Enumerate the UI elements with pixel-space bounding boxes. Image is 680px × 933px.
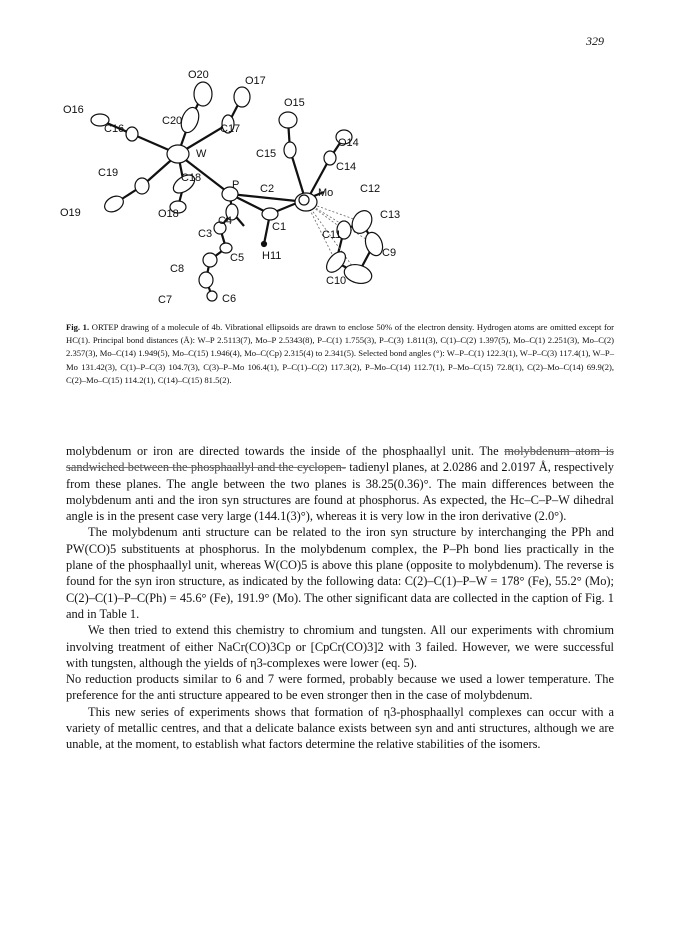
- paragraph-2: The molybdenum anti structure can be related to the iron syn structure by interchanging the PPh and PW(CO)5 substituents at phosphorus. In the molybdenum complex, the P–Ph bond lies practically in the plane of the phosphaallyl unit, whereas W(CO)5 is above this plane (opposite to molybdenum). The reverse is found for the syn iron structure, as indicated by the following data: C(2)–C(1)–P–W = 178° (Fe), 55.2° (Mo); C(2)–C(1)–P–C(Ph) = 45.6° (Fe), 191.9° (Mo). The other significant data are collected in the caption of Fig. 1 and in Table 1.: [66, 525, 614, 621]
- label-P: P: [232, 179, 240, 191]
- caption-label: Fig. 1.: [66, 322, 90, 332]
- label-O20: O20: [188, 69, 209, 81]
- label-C7: C7: [158, 294, 173, 306]
- label-Mo: Mo: [318, 187, 334, 199]
- paragraph-3: We then tried to extend this chemistry to chromium and tungsten. All our experiments with chromium involving treatment of either NaCr(CO)3Cp or [CpCr(CO)3]2 with 3 failed. However, we were successful with tungsten, although the yields of η3-complexes were lower (eq. 5).: [66, 623, 614, 670]
- label-C19: C19: [98, 167, 119, 179]
- label-C8: C8: [170, 263, 185, 275]
- label-C11: C11: [322, 229, 342, 241]
- label-O19: O19: [60, 207, 81, 219]
- label-C17: C17: [220, 123, 241, 135]
- label-C10: C10: [326, 275, 347, 287]
- label-C12: C12: [360, 183, 381, 195]
- label-O18: O18: [158, 208, 179, 220]
- label-C2: C2: [260, 183, 275, 195]
- body-text: [66, 443, 614, 753]
- paragraph-1-part-b: tadienyl planes, at 2.0286 and 2.0197 Å, respectively from these planes. The angle between the two planes is 38.25(0.36)°. The main differences between the molybdenum anti and the iron syn structures are found at phosphorus. As expected, the Hc–C–P–W dihedral angle is in the present case very large (144.1(3)°), whereas it is very low in the iron derivative (2.0°).: [66, 460, 614, 524]
- label-W: W: [196, 148, 207, 160]
- ortep-figure: [60, 62, 470, 332]
- label-C3: C3: [198, 228, 213, 240]
- paragraph-1: [66, 443, 614, 524]
- paragraph-4: No reduction products similar to 6 and 7 were formed, probably because we used a lower temperature. The preference for the anti structure appeared to be even stronger then in the case of molybdenum.: [66, 672, 614, 703]
- label-O15: O15: [284, 97, 305, 109]
- label-C13: C13: [380, 209, 401, 221]
- label-C5: C5: [230, 252, 245, 264]
- label-C15: C15: [256, 148, 277, 160]
- paragraph-1-part-a: molybdenum or iron are directed towards the inside of the phosphaallyl unit. The: [66, 444, 499, 458]
- label-C6: C6: [222, 293, 237, 305]
- label-C1: C1: [272, 221, 287, 233]
- label-O14: O14: [338, 137, 359, 149]
- label-C16: C16: [104, 123, 125, 135]
- label-C20: C20: [162, 115, 183, 127]
- paragraph-1-struck-line: molybdenum atom is sandwiched between the phosphaallyl and the cyclopen-: [66, 444, 615, 475]
- label-C14: C14: [336, 161, 357, 173]
- page-number: 329: [586, 34, 604, 48]
- label-O16: O16: [63, 104, 84, 116]
- paragraph-5: This new series of experiments shows that formation of η3-phosphaallyl complexes can occur with a variety of metallic centres, and that a delicate balance exists between syn and anti structures, although we are unable, at the moment, to establish what factors determine the relative stabilities of the isomers.: [66, 704, 614, 752]
- label-C4: C4: [218, 215, 233, 227]
- ortep-molecule-drawing: [60, 62, 470, 332]
- label-C9: C9: [382, 247, 397, 259]
- label-C18: C18: [181, 172, 202, 184]
- figure-caption: [66, 321, 614, 387]
- label-O17: O17: [245, 75, 266, 87]
- caption-text: ORTEP drawing of a molecule of 4b. Vibrational ellipsoids are drawn to enclose 50% of the electron density. Hydrogen atoms are omitted except for HC(1). Principal bond distances (Å): W–P 2.5113(7), Mo–P 2.5343(8), P–C(1) 1.755(3), P–C(3) 1.811(3), C(1)–C(2) 1.397(5), Mo–C(1) 2.251(3), Mo–C(2) 2.357(3), Mo–C(14) 1.949(5), Mo–C(15) 1.946(4), Mo–C(Cp) 2.315(4) to 2.341(5). Selected bond angles (°): W–P–C(1) 122.3(1), W–P–C(3) 117.4(1), W–P–Mo 131.42(3), C(1)–P–C(3) 104.7(3), C(3)–P–Mo 106.4(1), P–C(1)–C(2) 117.3(2), P–Mo–C(14) 112.7(1), P–Mo–C(15) 72.8(1), C(2)–Mo–C(14) 69.9(2), C(2)–Mo–C(15) 114.2(1), C(14)–C(15) 81.5(2).: [66, 322, 614, 385]
- label-H11: H11: [262, 250, 282, 262]
